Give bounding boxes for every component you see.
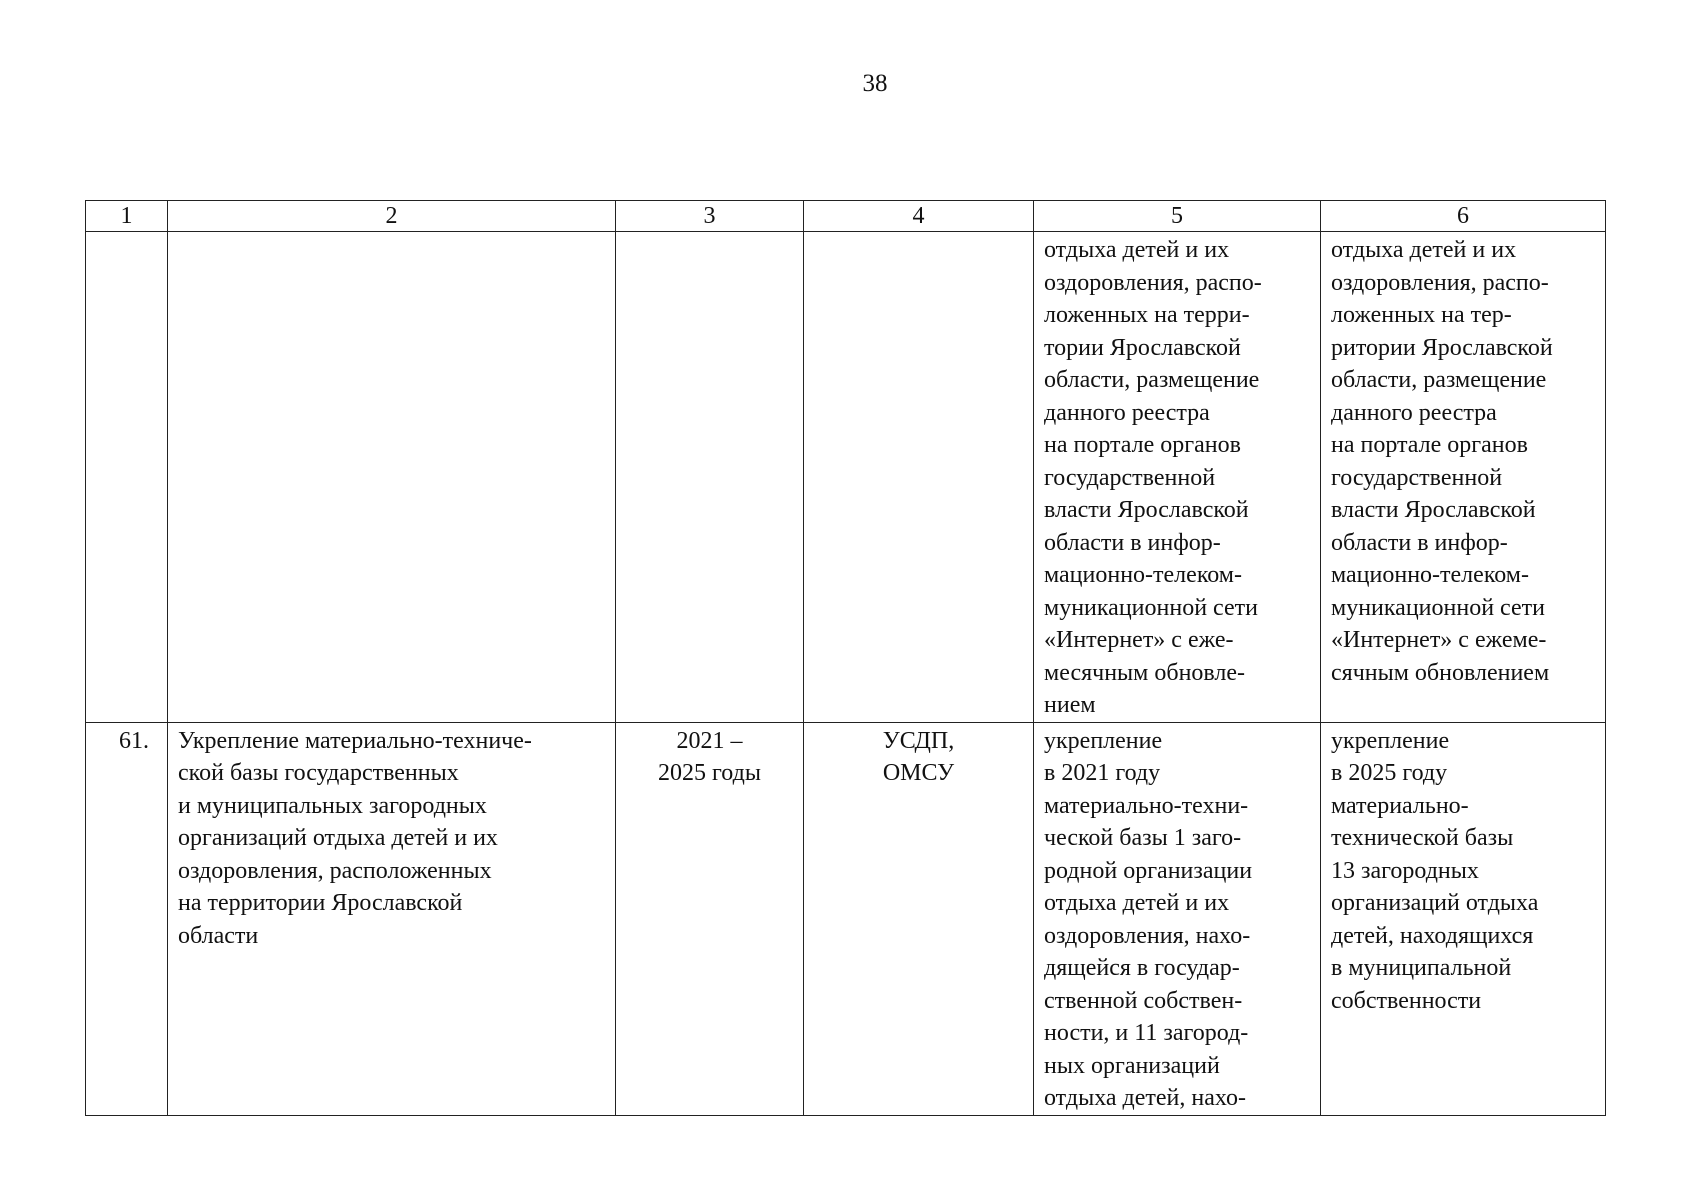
row-result: укрепление в 2021 году материально-техни- ческой базы 1 заго- родной организации отдыха детей и их оздоровления, нахо- дящейся в государ- ственной собствен- ности, и 11 загород- ных организаций отдыха детей, нахо- xyxy=(1034,722,1321,1115)
row-result: отдыха детей и их оздоровления, распо- ложенных на терри- тории Ярославской области, размещение данного реестра на портале органов государственной власти Ярославской области в инфор- мационно-телеком- муникационной сети «Интернет» с еже- месячным обновле- нием xyxy=(1034,232,1321,723)
row-number: 61. xyxy=(86,722,168,1115)
table-header-row xyxy=(86,201,1606,232)
header-col-2: 2 xyxy=(168,201,616,232)
header-col-5: 5 xyxy=(1034,201,1321,232)
header-col-3: 3 xyxy=(616,201,804,232)
row-activity-name xyxy=(168,232,616,723)
program-table xyxy=(85,200,1606,1116)
page-number: 38 xyxy=(862,70,888,97)
row-indicator: укрепление в 2025 году материально- технической базы 13 загородных организаций отдыха детей, находящихся в муниципальной собственности xyxy=(1321,722,1606,1115)
header-col-1: 1 xyxy=(86,201,168,232)
row-number xyxy=(86,232,168,723)
table-row xyxy=(86,722,1606,1115)
row-period xyxy=(616,232,804,723)
table-row xyxy=(86,232,1606,723)
row-period: 2021 – 2025 годы xyxy=(616,722,804,1115)
row-executor: УСДП, ОМСУ xyxy=(804,722,1034,1115)
row-indicator: отдыха детей и их оздоровления, распо- ложенных на тер- ритории Ярославской области, размещение данного реестра на портале органов государственной власти Ярославской области в инфор- мационно-телеком- муникационной сети «Интернет» с ежеме- сячным обновлением xyxy=(1321,232,1606,723)
row-activity-name: Укрепление материально-техниче- ской базы государственных и муниципальных загородных организаций отдыха детей и их оздоровления, расположенных на территории Ярославской области xyxy=(168,722,616,1115)
row-executor xyxy=(804,232,1034,723)
header-col-6: 6 xyxy=(1321,201,1606,232)
header-col-4: 4 xyxy=(804,201,1034,232)
